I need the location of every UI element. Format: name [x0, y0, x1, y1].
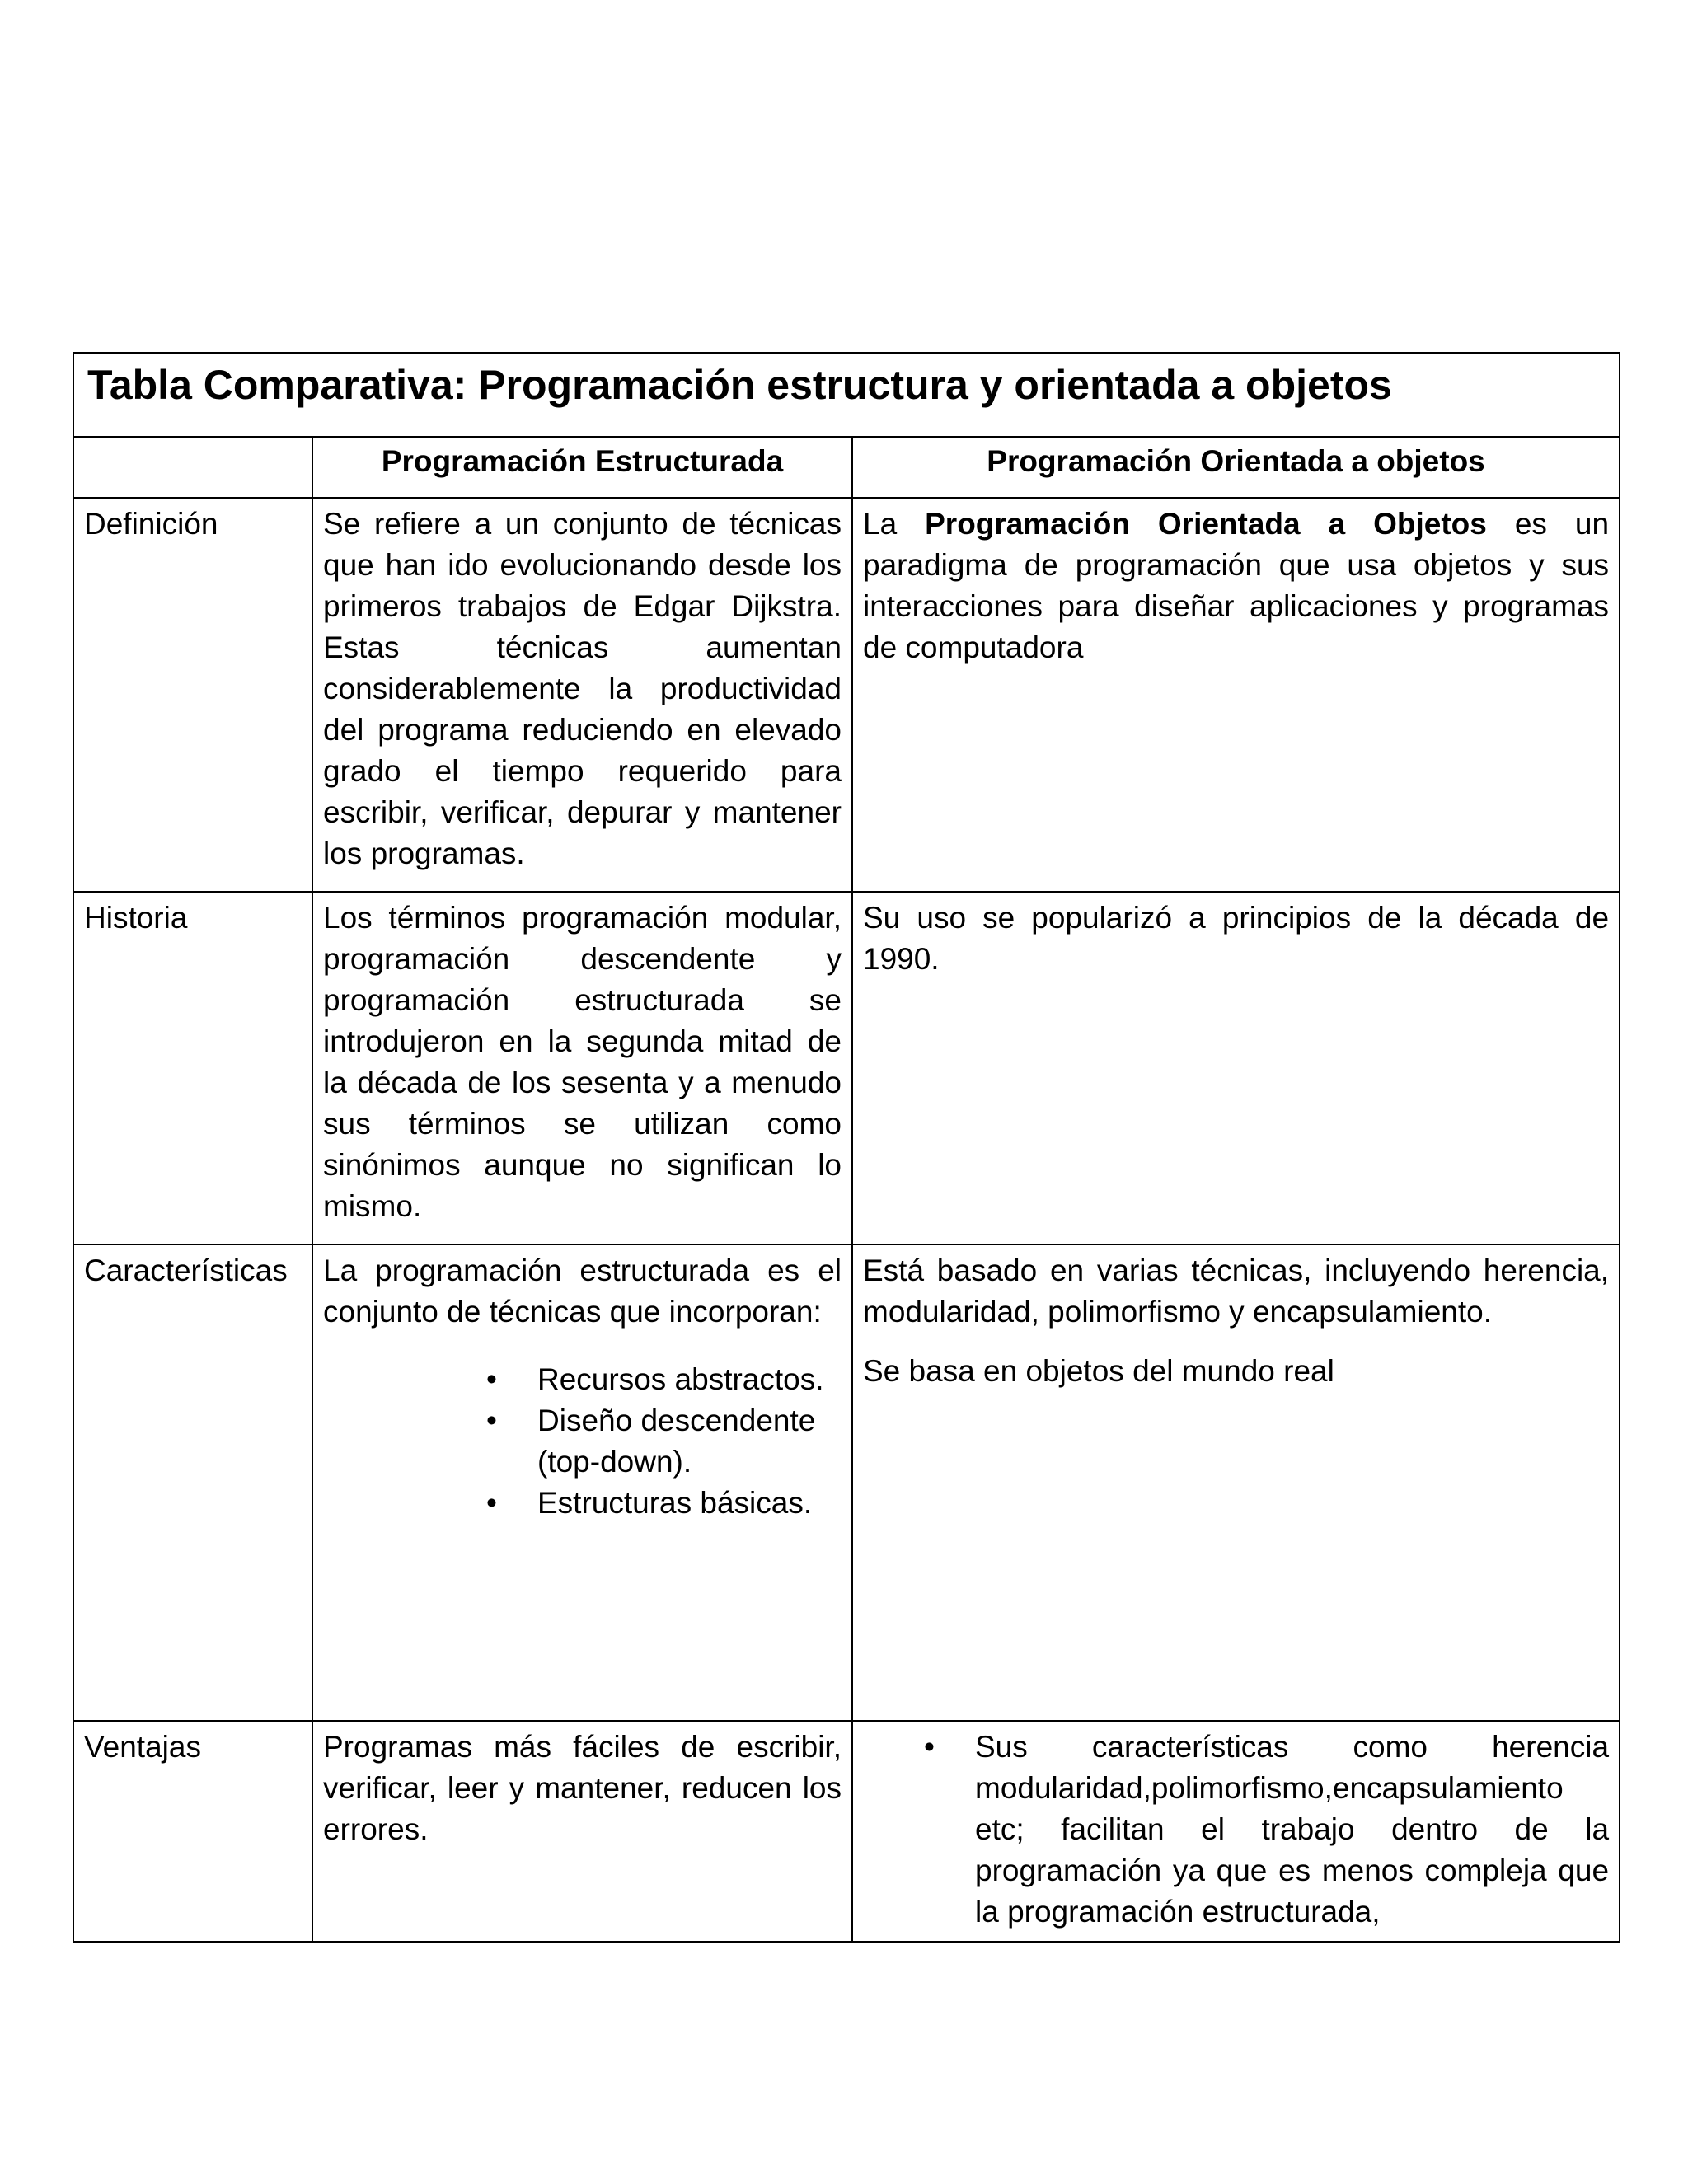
- cell-structured: [312, 1244, 852, 1721]
- comparison-table: [73, 352, 1620, 1943]
- cell-structured: Programas más fáciles de escribir, verificar, leer y mantener, reducen los errores.: [312, 1721, 852, 1942]
- bullet-list: [863, 1727, 1609, 1933]
- bullet-list: [323, 1359, 842, 1524]
- row-label: Historia: [73, 892, 312, 1244]
- cell-oop: [852, 1721, 1620, 1942]
- cell-structured: Los términos programación modular, programación descendente y programación estructurada se introdujeron en la segunda mitad de la década de los sesenta y a menudo sus términos se utilizan como sinónimos aunque no significan lo mismo.: [312, 892, 852, 1244]
- cell-oop: [852, 498, 1620, 892]
- list-item: • Estructuras básicas.: [537, 1483, 842, 1524]
- cell-structured: Se refiere a un conjunto de técnicas que han ido evolucionando desde los primeros trabajos de Edgar Dijkstra. Estas técnicas aumentan considerablemente la productividad del programa reduciendo en elevado grado el tiempo requerido para escribir, verificar, depurar y mantener los programas.: [312, 498, 852, 892]
- list-item: • Sus características como herencia modularidad,polimorfismo,encapsulamiento etc; facilitan el trabajo dentro de la programación ya que es menos compleja que la programación estructurada,: [975, 1727, 1609, 1933]
- bold-term: Programación Orientada a Objetos: [925, 507, 1487, 541]
- bullet-icon: •: [486, 1486, 497, 1520]
- header-oop: Programación Orientada a objetos: [852, 437, 1620, 498]
- header-empty: [73, 437, 312, 498]
- list-item: • Diseño descendente (top-down).: [537, 1400, 842, 1483]
- bullet-icon: •: [486, 1362, 497, 1396]
- row-definicion: [73, 498, 1620, 892]
- header-row: [73, 437, 1620, 498]
- row-ventajas: [73, 1721, 1620, 1942]
- row-caracteristicas: [73, 1244, 1620, 1721]
- row-label: Definición: [73, 498, 312, 892]
- text-prefix: La: [863, 507, 898, 541]
- cell-intro: La programación estructurada es el conjunto de técnicas que incorporan:: [323, 1254, 842, 1329]
- bullet-icon: •: [486, 1404, 497, 1437]
- row-label: Ventajas: [73, 1721, 312, 1942]
- bullet-icon: •: [924, 1730, 935, 1764]
- header-structured: Programación Estructurada: [312, 437, 852, 498]
- list-item: • Recursos abstractos.: [537, 1359, 842, 1400]
- text-rest: es un paradigma de programación que usa objetos y sus interacciones para diseñar aplicaciones y programas de computadora: [863, 507, 1610, 664]
- table-title: Tabla Comparativa: Programación estructura y orientada a objetos: [73, 353, 1620, 437]
- row-label: Características: [73, 1244, 312, 1721]
- cell-oop: Su uso se popularizó a principios de la década de 1990.: [852, 892, 1620, 1244]
- title-row: [73, 353, 1620, 437]
- paragraph: Está basado en varias técnicas, incluyendo herencia, modularidad, polimorfismo y encapsulamiento.: [863, 1254, 1610, 1329]
- row-historia: [73, 892, 1620, 1244]
- paragraph: Se basa en objetos del mundo real: [863, 1354, 1334, 1388]
- cell-oop: [852, 1244, 1620, 1721]
